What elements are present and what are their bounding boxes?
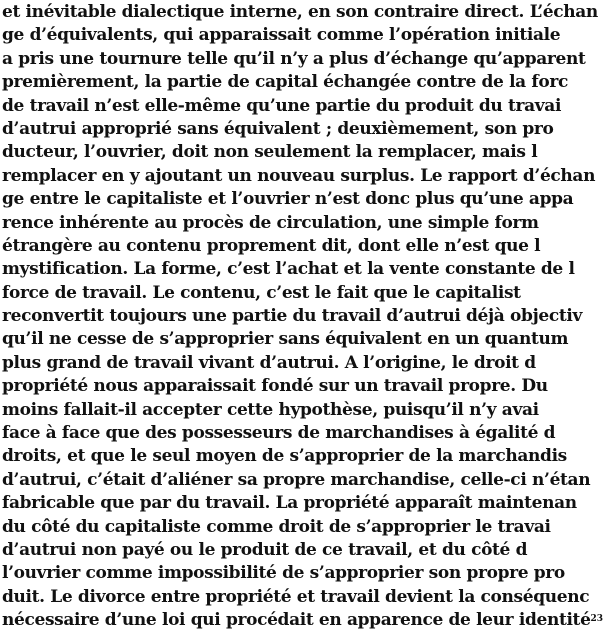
text-line: premièrement, la partie de capital échangée contre de la forc <box>2 72 568 93</box>
text-line: reconvertit toujours une partie du travail d’autrui déjà objectiv <box>2 306 582 327</box>
text-line: du côté du capitaliste comme droit de s’approprier le travai <box>2 516 551 537</box>
text-line: duit. Le divorce entre propriété et travail devient la conséquenc <box>2 586 590 607</box>
text-line: droits, et que le seul moyen de s’approprier de la marchandis <box>2 446 567 467</box>
text-line-last <box>2 609 602 632</box>
text-line: remplacer en y ajoutant un nouveau surplus. Le rapport d’échan <box>2 165 596 186</box>
text-line: de travail n’est elle-même qu’une partie du produit du travai <box>2 95 562 116</box>
text-line: qu’il ne cesse de s’approprier sans équivalent en un quantum <box>2 329 569 350</box>
body-text <box>2 1 602 633</box>
text-line: moins fallait-il accepter cette hypothèse, puisqu’il n’y avai <box>2 399 539 420</box>
text-line: face à face que des possesseurs de marchandises à égalité d <box>2 423 556 444</box>
text-line: d’autrui, c’était d’aliéner sa propre marchandise, celle-ci n’étan <box>2 469 591 490</box>
last-line-text: nécessaire d’une loi qui procédait en apparence de leur identité <box>2 610 591 631</box>
text-line: force de travail. Le contenu, c’est le fait que le capitalist <box>2 282 521 303</box>
text-line: l’ouvrier comme impossibilité de s’approprier son propre pro <box>2 563 565 584</box>
text-line: d’autrui approprié sans équivalent ; deuxièmement, son pro <box>2 118 554 139</box>
text-line: d’autrui non payé ou le produit de ce travail, et du côté d <box>2 539 528 560</box>
text-line: rence inhérente au procès de circulation, une simple form <box>2 212 539 233</box>
text-line: a pris une tournure telle qu’il n’y a plus d’échange qu’apparent <box>2 48 586 69</box>
text-line: fabricable que par du travail. La propriété apparaît maintenan <box>2 493 577 514</box>
text-line: plus grand de travail vivant d’autrui. A l’origine, le droit d <box>2 352 536 373</box>
text-line: ge entre le capitaliste et l’ouvrier n’est donc plus qu’une appa <box>2 189 574 210</box>
text-line: ge d’équivalents, qui apparaissait comme l’opération initiale <box>2 25 561 46</box>
text-line: propriété nous apparaissait fondé sur un travail propre. Du <box>2 376 548 397</box>
text-line: et inévitable dialectique interne, en son contraire direct. L’échan <box>2 2 598 22</box>
text-line: étrangère au contenu proprement dit, dont elle n’est que l <box>2 235 541 256</box>
footnote-reference[interactable]: 23 <box>590 614 603 625</box>
text-line: mystification. La forme, c’est l’achat et la vente constante de l <box>2 259 575 280</box>
text-line: ducteur, l’ouvrier, doit non seulement la remplacer, mais l <box>2 142 538 163</box>
